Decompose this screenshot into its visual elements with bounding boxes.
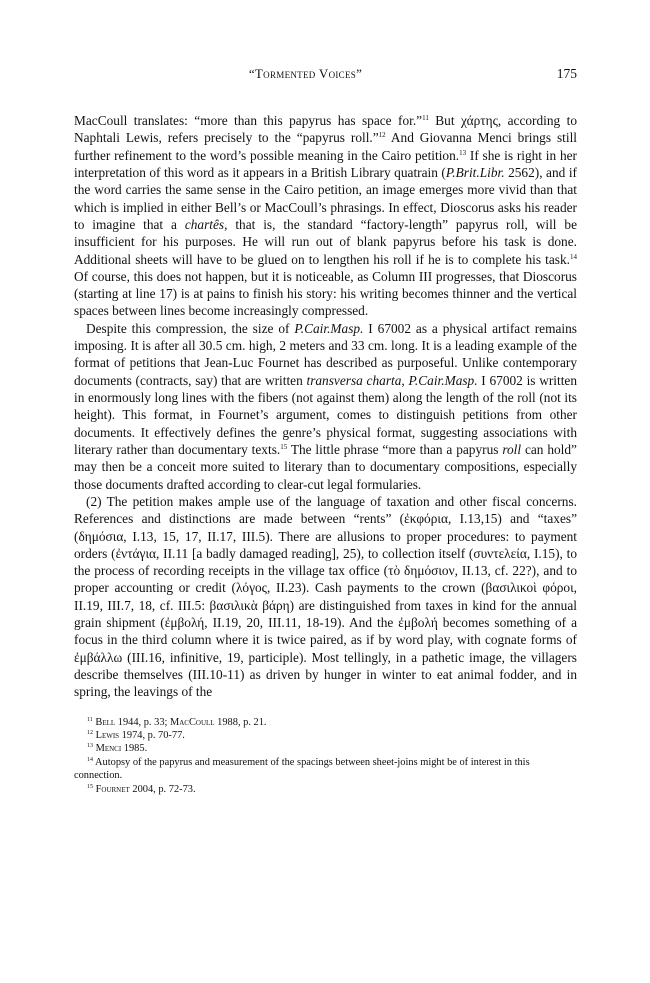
footnote-number: 12 bbox=[87, 730, 93, 737]
footnote-number: 11 bbox=[87, 716, 93, 723]
text-run: If she is right in her interpretation of this word as it appears in a British Library quatrain ( bbox=[74, 147, 578, 180]
body-text bbox=[74, 112, 577, 701]
author-name: Bell bbox=[95, 716, 116, 728]
footnote bbox=[74, 716, 577, 729]
author-name: Menci bbox=[95, 743, 122, 755]
footnote-reference: 12 bbox=[378, 131, 386, 140]
text-run: Of course, this does not happen, but it is noticeable, as Column III progresses, that Dioscorus (starting at line 17) is at pains to finish his story: his writing becomes thinner and the vertical spaces between lines become increasingly compressed. bbox=[74, 268, 577, 319]
footnote bbox=[74, 756, 577, 783]
paragraph bbox=[74, 112, 577, 320]
footnote bbox=[74, 729, 577, 742]
text-run: 1985. bbox=[121, 743, 148, 755]
text-run: 1974, p. 70-77. bbox=[119, 730, 185, 742]
running-head bbox=[74, 66, 537, 82]
footnote-reference: 11 bbox=[422, 114, 429, 122]
text-run: , that is, the standard “factory-length” papyrus roll, will be insufficient for his purposes. He will run out of blank papyrus before his task is done. Additional sheets will have to be glued on to lengthen his roll if he is to complete his task. bbox=[74, 216, 577, 267]
text-run: And Giovanna Menci brings still further refinement to the word’s possible meaning in the Cairo petition. bbox=[74, 130, 577, 163]
author-name: MacCoull bbox=[170, 716, 215, 728]
italic-text: P.Cair.Masp. bbox=[294, 320, 364, 336]
text-run: can hold” may then be a conceit more suited to literary than to documentary compositions, especially those documents drafted according to clear-cut legal formularies. bbox=[74, 441, 577, 492]
footnote-reference: 15 bbox=[280, 442, 288, 451]
footnote bbox=[74, 742, 577, 755]
italic-text: P.Cair.Masp. bbox=[408, 372, 478, 388]
page-number: 175 bbox=[556, 66, 577, 81]
text-run: The little phrase “more than a papyrus bbox=[287, 441, 503, 457]
page bbox=[74, 0, 577, 796]
running-head-open-quote: “ bbox=[248, 66, 255, 81]
footnote-number: 14 bbox=[87, 756, 93, 763]
text-run: , bbox=[401, 372, 409, 388]
author-name: Fournet bbox=[95, 783, 130, 795]
footnotes bbox=[74, 716, 577, 796]
text-run: 1988, p. 21. bbox=[214, 716, 267, 728]
text-run: 2004, p. 72-73. bbox=[129, 783, 196, 795]
italic-text: roll bbox=[502, 441, 522, 457]
italic-text: P.Brit.Libr. bbox=[445, 164, 505, 180]
page-header bbox=[74, 66, 577, 86]
text-run: (2) The petition makes ample use of the language of taxation and other fiscal concerns. References and distinctions are made between “rents” (ἐκφόρια, I.13,15) and “taxes” (δημόσια, I.13, 15, 17, II.17, III.5). There are allusions to proper procedures: to payment orders (ἐντάγια, II.11 [a badly damaged reading], 25), to collection itself (συντελεία, I.15), to the process of recording receipts in the village tax office (τὸ δημόσιον, II.13, cf. 22?), and to proper accounting or credit (λόγος, II.23). Cash payments to the crown (βασιλικοὶ φόροι, II.19, III.7, 18, cf. III.5: βασιλικὰ βάρη) are distinguished from taxes in kind for the annual grain shipment (ἐμβολή, II.19, 20, III.11, 18-19). And the ἐμβολή becomes something of a focus in the third column where it is twice paired, as if by word play, with cognate forms of ἐμβάλλω (III.16, infinitive, 19, participle). Most tellingly, in a pathetic image, the villagers describe themselves (III.10-11) as driven by hunger in winter to eat animal fodder, and in spring, the leavings of the bbox=[74, 493, 577, 700]
running-head-title: Tormented Voices bbox=[254, 66, 357, 81]
text-run: 1944, p. 33; bbox=[115, 716, 170, 728]
text-run: 2562), and if the word carries the same sense in the Cairo petition, an image emerges more vivid than that which is implied in either Bell’s or MacCoull’s phrasings. In effect, Dioscorus asks his reader to imagine that a bbox=[74, 164, 577, 232]
text-run: Autopsy of the papyrus and measurement of the spacings between sheet-joins might be of interest in this connection. bbox=[74, 756, 530, 782]
author-name: Lewis bbox=[95, 730, 120, 742]
text-run: I 67002 as a physical artifact remains imposing. It is after all 30.5 cm. high, 2 meters and 33 cm. long. It is a leading example of the format of petitions that Jean-Luc Fournet has described as purposeful. Unlike contemporary documents (contracts, say) that are written bbox=[74, 320, 577, 388]
footnote-number: 13 bbox=[87, 743, 93, 750]
footnote-number: 15 bbox=[87, 783, 93, 790]
running-head-close-quote: ” bbox=[356, 66, 363, 81]
text-run: MacCoull translates: “more than this papyrus has space for.” bbox=[74, 113, 423, 128]
text-run: I 67002 is written in enormously long lines with the fibers (not against them) along the length of the roll (not its height). This format, in Fournet’s argument, comes to distinguish petitions from other documents. It effectively defines the genre’s physical format, suggesting associations with literary rather than documentary texts. bbox=[74, 372, 578, 457]
italic-text: chartês bbox=[184, 216, 225, 232]
paragraph bbox=[74, 493, 577, 701]
footnote bbox=[74, 783, 577, 796]
text-run: Despite this compression, the size of bbox=[86, 320, 295, 336]
italic-text: transversa charta bbox=[306, 372, 402, 388]
footnote-reference: 14 bbox=[570, 252, 577, 261]
footnote-reference: 13 bbox=[459, 148, 467, 157]
paragraph bbox=[74, 320, 577, 493]
text-run: But χάρτης, according to Naphtali Lewis, refers precisely to the “papyrus roll.” bbox=[74, 113, 577, 146]
